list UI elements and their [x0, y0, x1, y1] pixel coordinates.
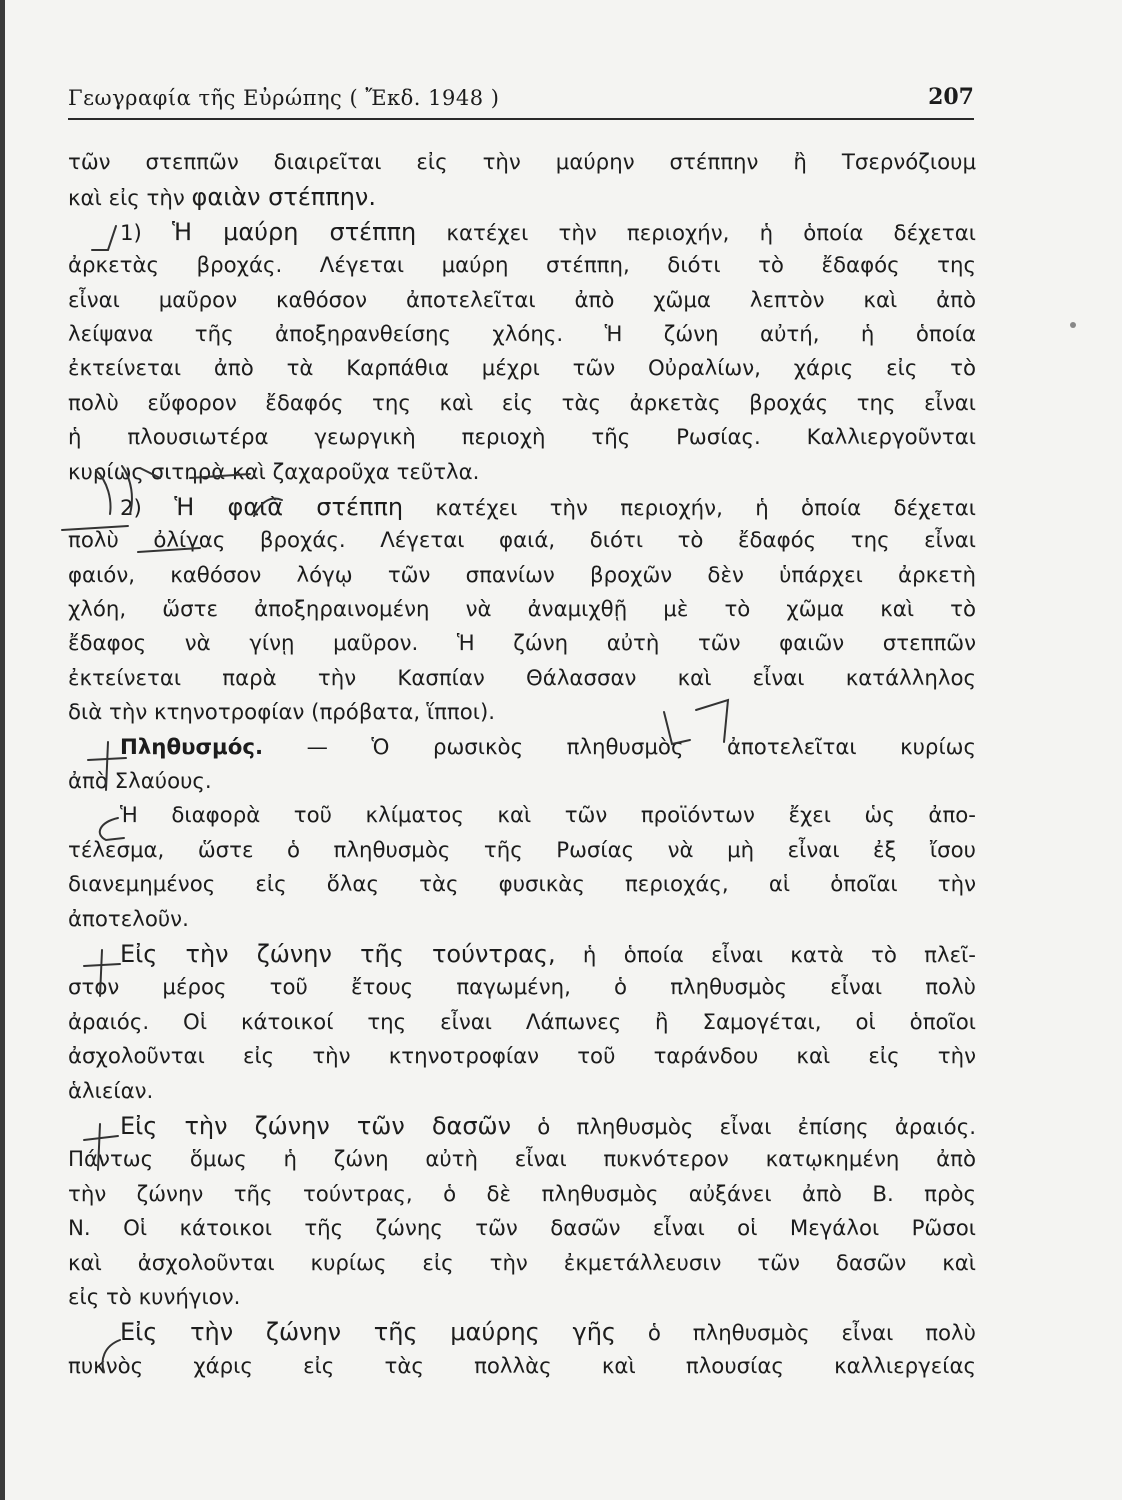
text-line: διανεμημένος εἰς ὅλας τὰς φυσικὰς περιοχάς, αἱ ὁποῖαι τὴν	[68, 872, 976, 898]
text-line: πολὺ ὀλίγας βροχάς. Λέγεται φαιά, διότι τὸ ἔδαφός της εἶναι	[68, 528, 976, 554]
body-text	[68, 146, 976, 1384]
text-line: λείψανα τῆς ἀποξηρανθείσης χλόης. Ἡ ζώνη αὐτή, ἡ ὁποία	[68, 321, 976, 347]
text-line: ἀραιός. Οἱ κάτοικοί της εἶναι Λάπωνες ἢ Σαμογέται, οἱ ὁποῖοι	[68, 1009, 976, 1035]
section-heading: Πληθυσμός.	[120, 734, 264, 760]
text-line: 1) Ἡ μαύρη στέππη κατέχει τὴν περιοχήν, ἡ ὁποία δέχεται	[120, 217, 976, 246]
text-line: καὶ εἰς τὴν φαιὰν στέππην.	[68, 183, 376, 212]
section-heading-line: Πληθυσμός. — Ὁ ρωσικὸς πληθυσμὸς ἀποτελεῖται κυρίως	[120, 734, 976, 760]
text-line: στον μέρος τοῦ ἔτους παγωμένη, ὁ πληθυσμὸς εἶναι πολὺ	[68, 975, 976, 1001]
text-line: Πάντως ὅμως ἡ ζώνη αὐτὴ εἶναι πυκνότερον κατῳκημένη ἀπὸ	[68, 1147, 976, 1173]
text-line: εἰς τὸ κυνήγιον.	[68, 1284, 241, 1310]
paper-speck	[1070, 322, 1076, 328]
text-line: ἁλιείαν.	[68, 1078, 154, 1104]
header-title: Γεωγραφία τῆς Εὐρώπης ( Ἔκδ. 1948 )	[68, 86, 500, 110]
text-line: ἐκτείνεται ἀπὸ τὰ Καρπάθια μέχρι τῶν Οὐραλίων, χάρις εἰς τὸ	[68, 356, 976, 382]
text-line: 2) Ἡ φαιὰ στέππη κατέχει τὴν περιοχήν, ἡ ὁποία δέχεται	[120, 492, 976, 521]
text-line: κυρίως σιτηρὰ καὶ ζαχαροῦχα τεῦτλα.	[68, 459, 480, 485]
text-line: Εἰς τὴν ζώνην τῶν δασῶν ὁ πληθυσμὸς εἶναι ἐπίσης ἀραιός.	[120, 1111, 976, 1140]
text-line: ἐκτείνεται παρὰ τὴν Κασπίαν Θάλασσαν καὶ εἶναι κατάλληλος	[68, 665, 976, 691]
text-line: ἀποτελοῦν.	[68, 906, 189, 932]
text-line: Εἰς τὴν ζώνην τῆς μαύρης γῆς ὁ πληθυσμὸς εἶναι πολὺ	[120, 1318, 976, 1347]
text-line: ἀρκετὰς βροχάς. Λέγεται μαύρη στέππη, διότι τὸ ἔδαφός της	[68, 253, 976, 279]
text-line: χλόη, ὥστε ἀποξηραινομένη νὰ ἀναμιχθῇ μὲ τὸ χῶμα καὶ τὸ	[68, 597, 976, 623]
text-line: πυκνὸς χάρις εἰς τὰς πολλὰς καὶ πλουσίας καλλιεργείας	[68, 1353, 976, 1379]
scan-left-edge	[0, 0, 5, 1500]
text-line: διὰ τὴν κτηνοτροφίαν (πρόβατα, ἵπποι).	[68, 700, 496, 726]
text-line: ἀσχολοῦνται εἰς τὴν κτηνοτροφίαν τοῦ ταράνδου καὶ εἰς τὴν	[68, 1044, 976, 1070]
text-line: καὶ ἀσχολοῦνται κυρίως εἰς τὴν ἐκμετάλλευσιν τῶν δασῶν καὶ	[68, 1250, 976, 1276]
text-line: πολὺ εὔφορον ἔδαφός της καὶ εἰς τὰς ἀρκετὰς βροχάς της εἶναι	[68, 390, 976, 416]
text-line: Ν. Οἱ κάτοικοι τῆς ζώνης τῶν δασῶν εἶναι οἱ Μεγάλοι Ρῶσοι	[68, 1216, 976, 1242]
page-number: 207	[928, 84, 974, 110]
text-line: ἀπὸ Σλαύους.	[68, 769, 212, 795]
text-line: τὴν ζώνην τῆς τούντρας, ὁ δὲ πληθυσμὸς αὐξάνει ἀπὸ Β. πρὸς	[68, 1181, 976, 1207]
running-header	[68, 78, 974, 120]
text-line: τέλεσμα, ὥστε ὁ πληθυσμὸς τῆς Ρωσίας νὰ μὴ εἶναι ἐξ ἴσου	[68, 837, 976, 863]
text-line: εἶναι μαῦρον καθόσον ἀποτελεῖται ἀπὸ χῶμα λεπτὸν καὶ ἀπὸ	[68, 287, 976, 313]
text-line: τῶν στεππῶν διαιρεῖται εἰς τὴν μαύρην στέππην ἢ Τσερνόζιουμ	[68, 150, 976, 175]
text-line: Εἰς τὴν ζώνην τῆς τούντρας, ἡ ὁποία εἶναι κατὰ τὸ πλεῖ-	[120, 939, 976, 968]
text-line: φαιόν, καθόσον λόγῳ τῶν σπανίων βροχῶν δὲν ὑπάρχει ἀρκετὴ	[68, 562, 976, 588]
text-line: ἔδαφος νὰ γίνῃ μαῦρον. Ἡ ζώνη αὐτὴ τῶν φαιῶν στεππῶν	[68, 631, 976, 657]
text-line: Ἡ διαφορὰ τοῦ κλίματος καὶ τῶν προϊόντων ἔχει ὡς ἀπο-	[120, 803, 976, 829]
text-line: ἡ πλουσιωτέρα γεωργικὴ περιοχὴ τῆς Ρωσίας. Καλλιεργοῦνται	[68, 425, 976, 451]
